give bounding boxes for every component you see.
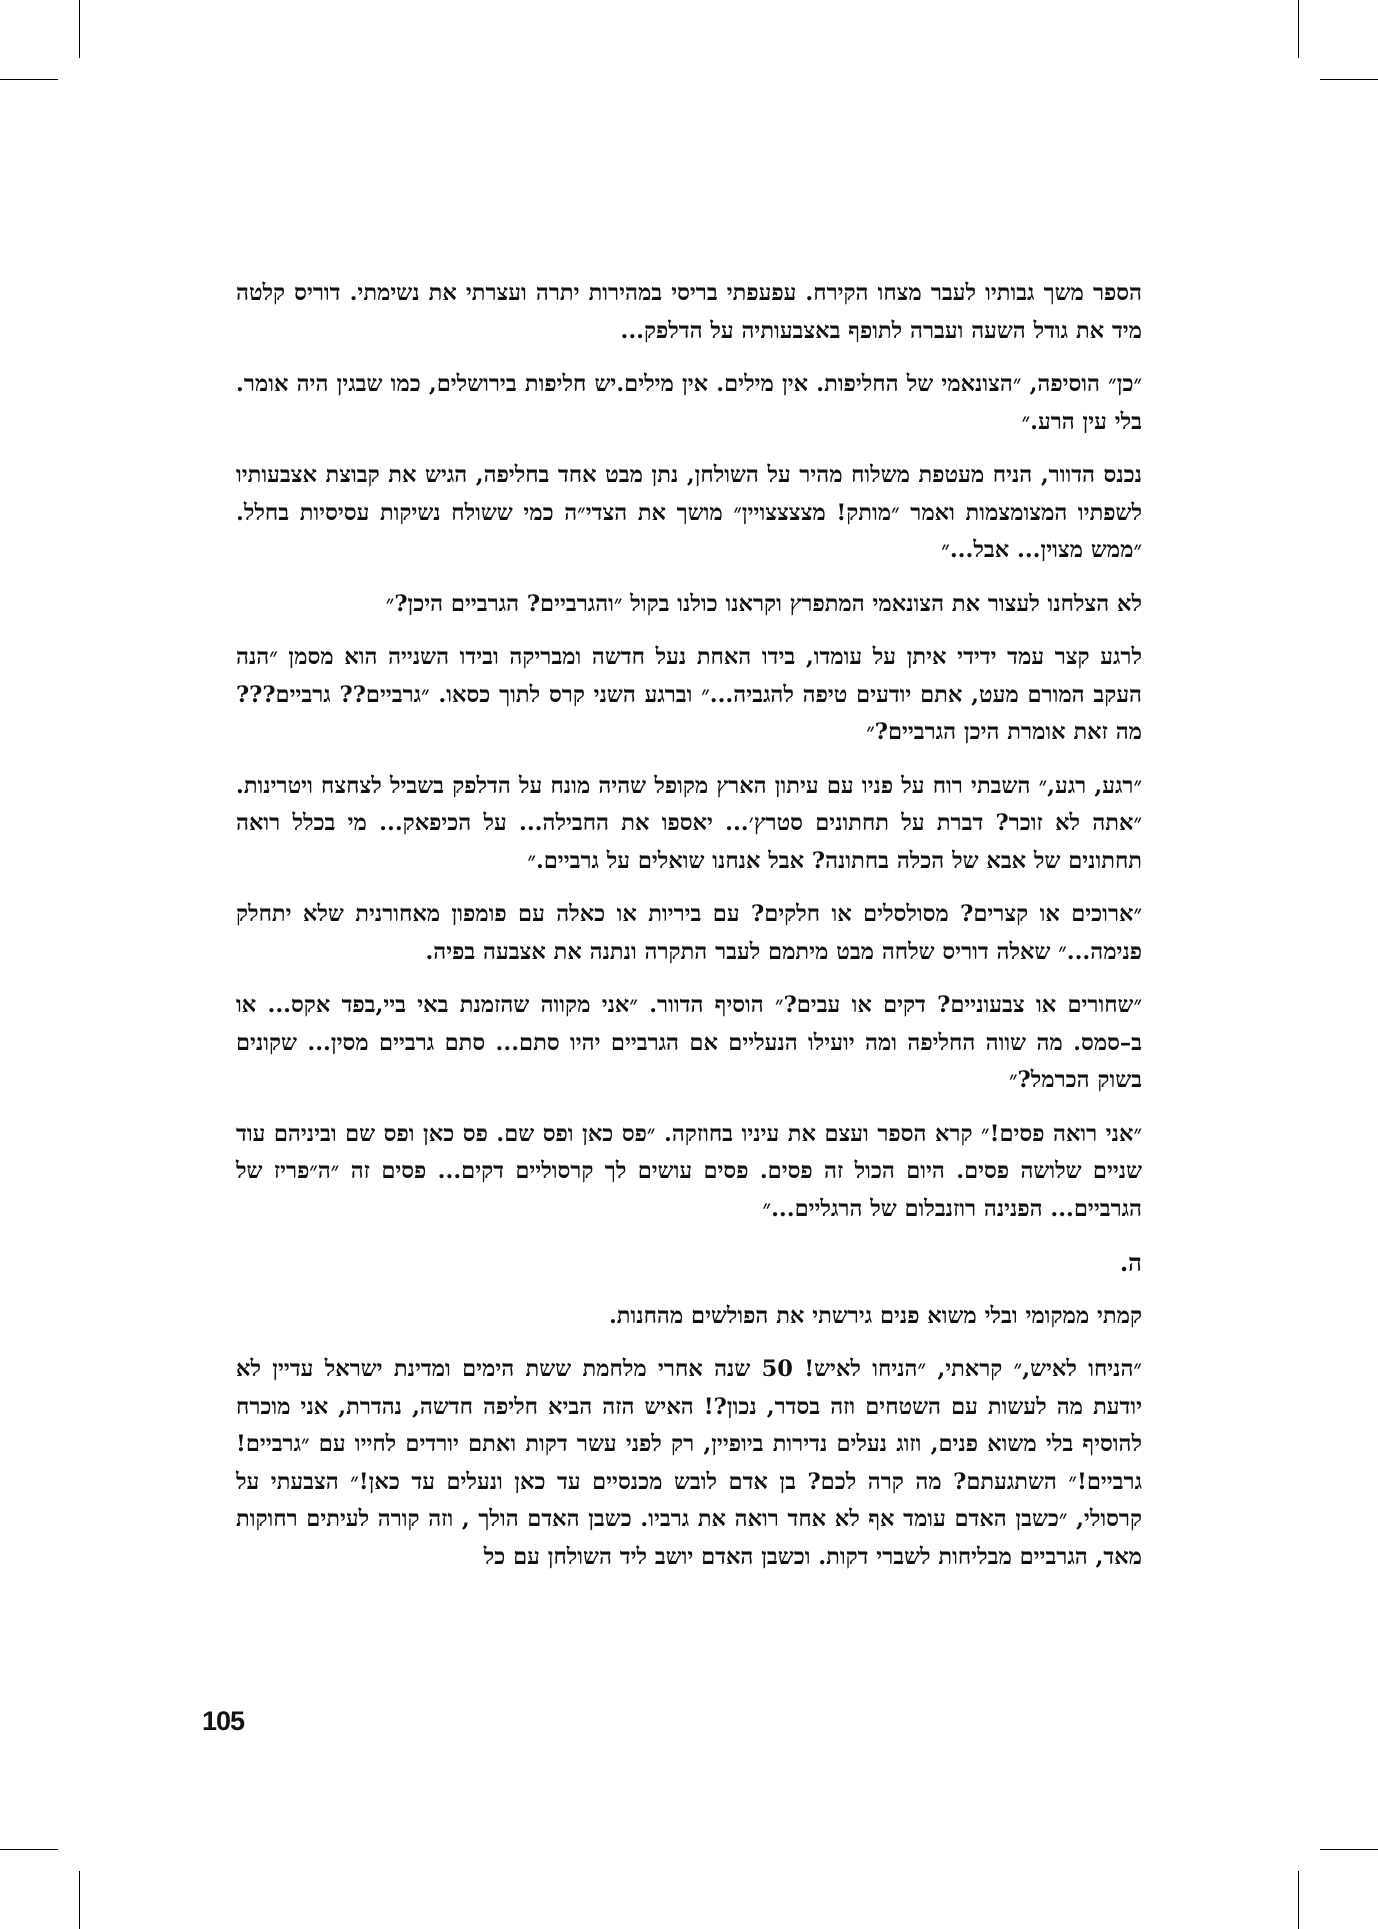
crop-mark-top-left-horizontal: [0, 79, 58, 80]
paragraph: לרגע קצר עמד ידידי איתן על עומדו, בידו האחת נעל חדשה ומבריקה ובידו השנייה הוא מסמן ״הנה העקב המורם מעט, אתם יודעים טיפה להגביה...״ וברגע השני קרס לתוך כסאו. ״גרביים?? גרביים??? מה זאת אומרת היכן הגרביים?״: [236, 644, 1142, 745]
crop-mark-bottom-left-vertical: [79, 1871, 80, 1929]
paragraph: ״רגע, רגע,״ השבתי רוח על פניו עם עיתון הארץ מקופל שהיה מונח על הדלפק בשביל לצחצח ויטרינות. ״אתה לא זוכר? דברת על תחתונים סטרץ׳... יאספו את החבילה... על הכיפאק... מי בכלל רואה תחתונים של אבא של הכלה בחתונה? אבל אנחנו שואלים על גרביים.״: [236, 772, 1142, 874]
paragraph: ״אני רואה פסים!״ קרא הספר ועצם את עיניו בחוזקה. ״פס כאן ופס שם. פס כאן ופס שם וביניהם עוד שניים שלושה פסים. היום הכול זה פסים. פסים עושים לך קרסוליים דקים... פסים זה ״ה״פריז של הגרביים... הפנינה רוזנבלום של הרגליים...״: [236, 1120, 1142, 1222]
paragraph: נכנס הדוור, הניח מעטפת משלוח מהיר על השולחן, נתן מבט אחד בחליפה, הגיש את קבוצת אצבעותיו לשפתיו המצומצמות ואמר ״מותק! מצצצצויין״ מושך את הצדי״ה כמי ששולח נשיקות עסיסיות בחלל. ״ממש מצוין... אבל...״: [236, 462, 1142, 563]
crop-mark-bottom-right-vertical: [1298, 1871, 1299, 1929]
crop-mark-bottom-left-horizontal: [0, 1849, 58, 1850]
crop-mark-top-left-vertical: [79, 0, 80, 58]
section-heading: ה.: [1119, 1248, 1142, 1277]
paragraph: ״כן״ הוסיפה, ״הצונאמי של החליפות. אין מילים. אין מילים.יש חליפות בירושלים, כמו שבגין היה אומר. בלי עין הרע.״: [236, 371, 1142, 435]
crop-mark-top-right-vertical: [1298, 0, 1299, 58]
crop-mark-bottom-right-horizontal: [1320, 1849, 1378, 1850]
paragraph: קמתי ממקומי ובלי משוא פנים גירשתי את הפולשים מהחנות.: [608, 1302, 1142, 1329]
paragraph: ״ארוכים או קצרים? מסולסלים או חלקים? עם ביריות או כאלה עם פומפון מאחורנית שלא יתחלק פנימה...״ שאלה דוריס שלחה מבט מיתמם לעבר התקרה ונתנה את אצבעה בפיה.: [236, 901, 1142, 965]
paragraph: ״הניחו לאיש,״ קראתי, ״הניחו לאיש! 50 שנה אחרי מלחמת ששת הימים ומדינת ישראל עדיין לא יודעת מה לעשות עם השטחים וזה בסדר, נכון?! האיש הזה הביא חליפה חדשה, נהדרת, אני מוכרח להוסיף בלי משוא פנים, וזוג נעלים נדירות ביופיין, רק לפני עשר דקות ואתם יורדים לחייו עם ״גרביים! גרביים!״ השתגעתם? מה קרה לכם? בן אדם לובש מכנסיים עד כאן ונעלים עד כאן!״ הצבעתי על קרסולי, ״כשבן האדם עומד אף לא אחד רואה את גרביו. כשבן האדם הולך , וזה קורה לעיתים רחוקות מאד, הגרביים מבליחות לשברי דקות. וכשבן האדם יושב ליד השולחן עם כל: [236, 1356, 1142, 1570]
paragraph: ״שחורים או צבעוניים? דקים או עבים?״ הוסיף הדוור. ״אני מקווה שהזמנת באי ביי,בפד אקס... או ב–סמס. מה שווה החליפה ומה יועילו הנעליים אם הגרביים יהיו סתם... סתם גרביים מסין... שקונים בשוק הכרמל?״: [236, 992, 1142, 1093]
body-text: [236, 275, 1142, 1592]
page-number: 105: [202, 1706, 245, 1736]
paragraph: הספר משך גבותיו לעבר מצחו הקירח. עפעפתי בריסי במהירות יתרה ועצרתי את נשימתי. דוריס קלטה מיד את גודל השעה ועברה לתופף באצבעותיה על הדלפק...: [236, 280, 1142, 344]
paragraph: לא הצלחנו לעצור את הצונאמי המתפרץ וקראנו כולנו בקול ״והגרביים? הגרביים היכן?״: [385, 590, 1142, 617]
crop-mark-top-right-horizontal: [1320, 79, 1378, 80]
